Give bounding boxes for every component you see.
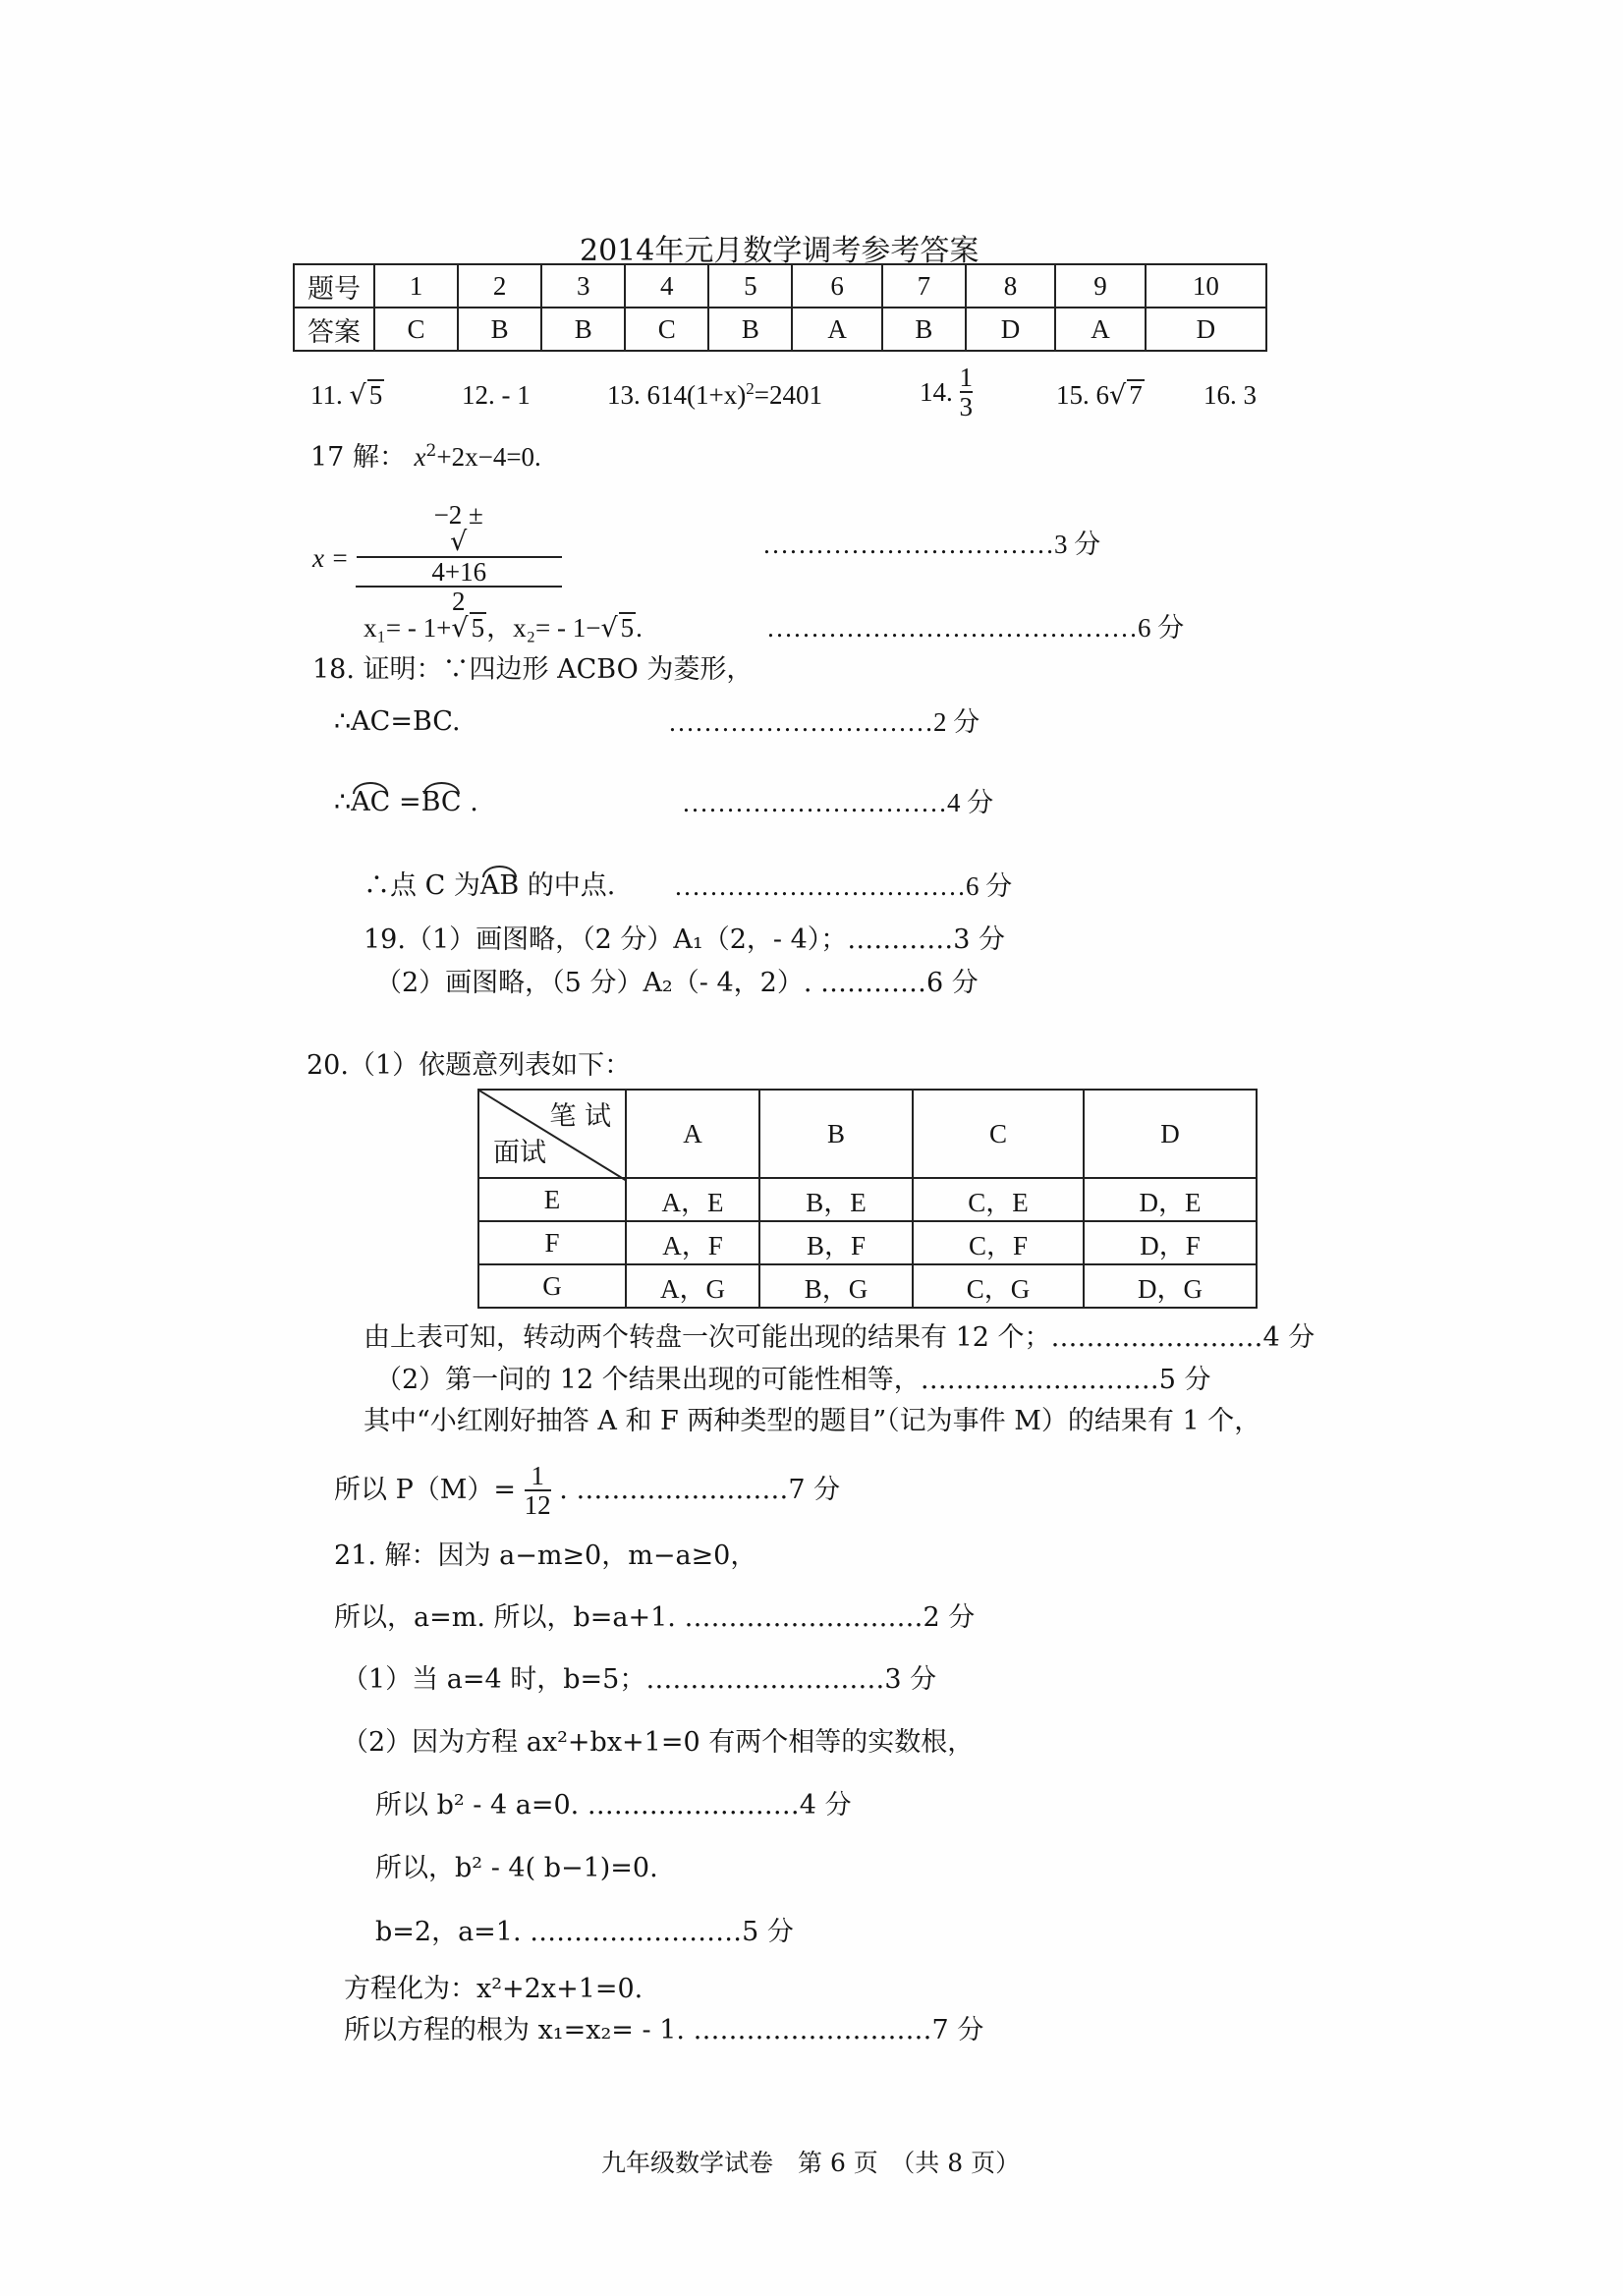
q20-cell: B，F — [759, 1221, 913, 1264]
answer-cell: D — [966, 308, 1055, 351]
q20-col-header: C — [913, 1090, 1084, 1178]
arc-bc: BC — [420, 787, 462, 817]
q20-cell: A，F — [626, 1221, 759, 1264]
sqrt-icon: √ — [450, 527, 468, 557]
answer-table-answer-label: 答案 — [294, 308, 374, 351]
q17-eq-rest: +2x−4=0. — [436, 442, 541, 472]
answer-cell: C — [374, 308, 458, 351]
question-number: 1 — [374, 264, 458, 308]
q21-line3: （1）当 a=4 时，b=5；………………………3 分 — [342, 1664, 937, 1695]
answer-cell: B — [708, 308, 792, 351]
q20-cell: D，F — [1084, 1221, 1257, 1264]
q21-line5: 所以 b² - 4 a=0. ……………………4 分 — [375, 1790, 852, 1820]
question-number: 7 — [882, 264, 966, 308]
question-number: 6 — [792, 264, 881, 308]
q18-line3-mid: = — [398, 787, 421, 817]
q16-answer: 16. 3 — [1203, 380, 1257, 410]
question-number: 9 — [1055, 264, 1145, 308]
q20-row — [478, 1221, 1257, 1264]
answer-table-answer-row — [294, 308, 1266, 351]
q17-formula-radicand: 4+16 — [357, 556, 562, 586]
q13-label: 13. — [607, 380, 641, 410]
answer-table-header-row — [294, 264, 1266, 308]
q17-formula-fraction — [356, 501, 562, 615]
q20-cell: B，E — [759, 1178, 913, 1221]
answer-cell: B — [541, 308, 625, 351]
q17-roots-mid: ，x₂= - 1− — [486, 613, 601, 643]
q13-answer — [607, 378, 822, 412]
answer-cell: D — [1146, 308, 1266, 351]
q20-corner-bottom: 面试 — [493, 1138, 546, 1168]
q17-roots-end: . — [636, 613, 643, 643]
q12-answer: 12. - 1 — [462, 380, 531, 410]
page-footer: 九年级数学试卷 第 6 页 （共 8 页） — [601, 2149, 1021, 2177]
q18-score2: …………………………2 分 — [668, 707, 980, 737]
q15-answer — [1056, 378, 1145, 413]
q20-prob-den: 12 — [524, 1490, 551, 1520]
q14-denominator: 3 — [959, 392, 973, 421]
q20-row-header: E — [478, 1178, 626, 1221]
sqrt-icon: √ — [349, 380, 366, 411]
q18-line3 — [334, 786, 478, 819]
q20-col-header: A — [626, 1090, 759, 1178]
q20-probability-fraction — [525, 1462, 551, 1519]
q15-coef: 6 — [1095, 380, 1109, 410]
q18-score4: ……………………………6 分 — [674, 871, 1013, 901]
q17-score2: ……………………………………6 分 — [766, 613, 1185, 643]
q11-radicand: 5 — [368, 380, 383, 410]
q18-line4-pre: ∴点 C 为 — [364, 870, 480, 901]
q18-score3: …………………………4 分 — [682, 788, 994, 817]
q21-line4: （2）因为方程 ax²+bx+1=0 有两个相等的实数根， — [342, 1727, 975, 1758]
q21-line1: 21. 解：因为 a−m≥0，m−a≥0， — [334, 1540, 757, 1571]
sqrt-icon: √ — [451, 613, 469, 644]
q17-equation — [310, 440, 541, 475]
q18-line3-pre: ∴ — [334, 787, 352, 817]
q20-line4-pre: 所以 P（M）= — [334, 1475, 517, 1505]
answer-cell: B — [882, 308, 966, 351]
answer-cell: C — [625, 308, 708, 351]
answer-table — [293, 263, 1267, 352]
q17-roots-rad1: 5 — [471, 613, 485, 643]
q17-formula — [312, 501, 562, 615]
q17-score1: ……………………………3 分 — [762, 530, 1101, 559]
arc-ab: AB — [479, 870, 520, 901]
q20-row — [478, 1178, 1257, 1221]
q20-cell: A，E — [626, 1178, 759, 1221]
q20-corner-top: 笔 试 — [549, 1101, 611, 1132]
q17-eq-exponent: 2 — [425, 441, 437, 461]
q20-prob-num: 1 — [531, 1461, 544, 1490]
q13-expr: 614(1+x) — [646, 380, 747, 410]
q20-cell: C，F — [913, 1221, 1084, 1264]
q21-line7: b=2，a=1. ……………………5 分 — [375, 1917, 794, 1947]
page-title: 2014年元月数学调考参考答案 — [580, 234, 979, 268]
q18-line4-end: 的中点. — [527, 870, 616, 901]
question-number: 5 — [708, 264, 792, 308]
q14-label: 14. — [920, 377, 953, 407]
sqrt-icon: √ — [600, 613, 618, 644]
q15-radicand: 7 — [1129, 380, 1143, 410]
q17-formula-numerator — [356, 501, 562, 586]
question-number: 2 — [458, 264, 541, 308]
q19-line1: 19.（1）画图略，（2 分）A₁（2，- 4）；…………3 分 — [364, 924, 1006, 955]
q20-cell: C，E — [913, 1178, 1084, 1221]
q20-line1: 由上表可知，转动两个转盘一次可能出现的结果有 12 个；……………………4 分 — [364, 1322, 1315, 1353]
q20-line4 — [334, 1462, 840, 1519]
q15-label: 15. — [1056, 380, 1090, 410]
question-number: 10 — [1146, 264, 1266, 308]
q20-cell: B，G — [759, 1264, 913, 1308]
q17-roots-rad2: 5 — [620, 613, 635, 643]
q20-cell: C，G — [913, 1264, 1084, 1308]
q18-line3-end: . — [470, 787, 478, 817]
q21-line9: 所以方程的根为 x₁=x₂= - 1. ………………………7 分 — [344, 2015, 984, 2045]
q14-answer — [920, 364, 973, 420]
q20-cell: D，E — [1084, 1178, 1257, 1221]
q20-line4-end: . ……………………7 分 — [559, 1475, 841, 1505]
q11-label: 11. — [310, 380, 343, 410]
q20-row-header: F — [478, 1221, 626, 1264]
q17-formula-num-a: −2 ± — [433, 500, 483, 530]
q17-eq-var: x — [414, 442, 426, 472]
q20-row — [478, 1264, 1257, 1308]
q20-header-row — [478, 1090, 1257, 1178]
q20-line2: （2）第一问的 12 个结果出现的可能性相等，………………………5 分 — [375, 1365, 1211, 1395]
arc-ac: AC — [351, 787, 391, 817]
q13-exponent: 2 — [746, 379, 755, 398]
q17-roots-a: x₁= - 1+ — [364, 613, 452, 643]
question-number: 8 — [966, 264, 1055, 308]
question-number: 3 — [541, 264, 625, 308]
q18-line2: ∴AC=BC. — [334, 706, 461, 737]
q21-line6: 所以，b² - 4( b−1)=0. — [375, 1853, 658, 1883]
fill-answers-line — [310, 378, 384, 413]
sqrt-icon: √ — [1109, 380, 1127, 411]
q20-col-header: B — [759, 1090, 913, 1178]
q20-row-header: G — [478, 1264, 626, 1308]
q20-outcome-table — [477, 1089, 1258, 1309]
q14-fraction — [960, 364, 974, 420]
q17-formula-denominator: 2 — [356, 586, 562, 615]
q20-intro: 20.（1）依题意列表如下： — [307, 1050, 632, 1081]
q17-formula-left: x = — [312, 543, 349, 573]
q21-line2: 所以，a=m. 所以，b=a+1. ………………………2 分 — [334, 1602, 976, 1633]
q17-roots — [364, 611, 643, 645]
q13-tail: =2401 — [754, 380, 822, 410]
q21-line8: 方程化为：x²+2x+1=0. — [344, 1974, 644, 2004]
answer-cell: A — [792, 308, 881, 351]
answer-cell: A — [1055, 308, 1145, 351]
answer-table-header-label: 题号 — [294, 264, 374, 308]
q20-cell: D，G — [1084, 1264, 1257, 1308]
q17-label: 17 解： — [310, 442, 406, 473]
q20-cell: A，G — [626, 1264, 759, 1308]
answer-cell: B — [458, 308, 541, 351]
q19-line2: （2）画图略，（5 分）A₂（- 4，2）. …………6 分 — [375, 968, 979, 998]
q20-corner-cell — [478, 1090, 626, 1178]
q18-line4 — [364, 869, 615, 903]
q20-line3: 其中“小红刚好抽答 A 和 F 两种类型的题目”（记为事件 M）的结果有 1 个， — [364, 1406, 1261, 1436]
question-number: 4 — [625, 264, 708, 308]
q20-col-header: D — [1084, 1090, 1257, 1178]
q18-line1: 18. 证明：∵四边形 ACBO 为菱形， — [312, 654, 754, 685]
q14-numerator: 1 — [959, 363, 973, 392]
